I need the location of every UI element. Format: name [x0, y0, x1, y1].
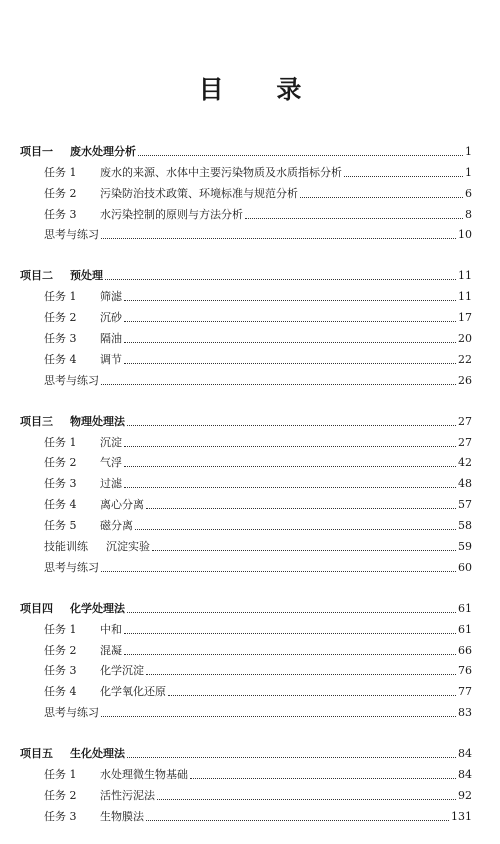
task-number: 任务 4 [44, 352, 77, 366]
page-number: 61 [458, 622, 472, 636]
task-number: 任务 2 [44, 643, 77, 657]
task-title: 化学氧化还原 [100, 685, 166, 699]
dot-leader [124, 465, 456, 467]
dot-leader [101, 383, 456, 385]
dot-leader [127, 611, 456, 613]
task-title: 离心分离 [100, 498, 144, 512]
dot-leader [124, 362, 456, 364]
dot-leader [101, 715, 456, 717]
task-number: 技能训练 [44, 540, 88, 554]
task-number: 任务 1 [44, 768, 77, 782]
dot-leader [152, 549, 456, 551]
task-title: 污染防治技术政策、环境标准与规范分析 [100, 186, 298, 200]
toc-exercise-entry[interactable] [20, 222, 472, 243]
task-number: 任务 3 [44, 332, 77, 346]
dot-leader [135, 528, 456, 530]
task-number: 任务 1 [44, 622, 77, 636]
dot-leader [101, 570, 456, 572]
task-title: 沉淀 [100, 435, 122, 449]
toc-chapter-entry[interactable] [20, 262, 472, 283]
toc-task-entry[interactable] [20, 159, 472, 180]
task-number: 任务 3 [44, 477, 77, 491]
toc-task-entry[interactable] [20, 761, 472, 782]
toc-exercise-entry[interactable] [20, 367, 472, 388]
dot-leader [300, 196, 463, 198]
task-number: 任务 1 [44, 435, 77, 449]
task-title: 磁分离 [100, 519, 133, 533]
task-title: 沉砂 [100, 311, 122, 325]
toc-task-entry[interactable] [20, 658, 472, 679]
dot-leader [124, 653, 456, 655]
chapter-number: 项目二 [20, 269, 53, 283]
toc-section [20, 408, 472, 575]
page-number: 22 [458, 352, 472, 366]
page-number: 59 [458, 540, 472, 554]
dot-leader [127, 756, 456, 758]
page-number: 20 [458, 332, 472, 346]
dot-leader [124, 320, 456, 322]
page-number: 131 [451, 809, 472, 823]
chapter-title: 生化处理法 [70, 747, 125, 761]
page-number: 84 [458, 768, 472, 782]
task-number: 任务 1 [44, 290, 77, 304]
dot-leader [138, 154, 463, 156]
toc-task-entry[interactable] [20, 803, 472, 824]
dot-leader [245, 217, 463, 219]
page-number: 26 [458, 373, 472, 387]
page-number: 76 [458, 664, 472, 678]
chapter-number: 项目一 [20, 144, 53, 158]
dot-leader [124, 299, 456, 301]
toc-task-entry[interactable] [20, 533, 472, 554]
task-number: 任务 3 [44, 664, 77, 678]
toc-task-entry[interactable] [20, 325, 472, 346]
chapter-number: 项目五 [20, 747, 53, 761]
page-number: 83 [458, 706, 472, 720]
chapter-title: 化学处理法 [70, 601, 125, 615]
toc-task-entry[interactable] [20, 616, 472, 637]
dot-leader [344, 175, 463, 177]
dot-leader [168, 694, 456, 696]
toc-section [20, 138, 472, 242]
task-title: 沉淀实验 [106, 540, 150, 554]
page-number: 42 [458, 456, 472, 470]
page-number: 77 [458, 685, 472, 699]
task-number: 任务 2 [44, 788, 77, 802]
page-number: 11 [458, 269, 472, 283]
task-title: 生物膜法 [100, 809, 144, 823]
chapter-number: 项目三 [20, 414, 53, 428]
toc-task-entry[interactable] [20, 346, 472, 367]
page-number: 1 [465, 165, 472, 179]
task-number: 任务 5 [44, 519, 77, 533]
toc-task-entry[interactable] [20, 470, 472, 491]
page-number: 58 [458, 519, 472, 533]
task-number: 任务 2 [44, 186, 77, 200]
table-of-contents [20, 138, 472, 844]
task-title: 思考与练习 [44, 228, 99, 242]
task-title: 思考与练习 [44, 560, 99, 574]
chapter-title: 物理处理法 [70, 414, 125, 428]
toc-chapter-entry[interactable] [20, 595, 472, 616]
dot-leader [101, 237, 456, 239]
page-number: 10 [458, 228, 472, 242]
toc-task-entry[interactable] [20, 283, 472, 304]
task-number: 任务 4 [44, 685, 77, 699]
task-title: 水污染控制的原则与方法分析 [100, 207, 243, 221]
page-number: 27 [458, 435, 472, 449]
page-number: 57 [458, 498, 472, 512]
toc-task-entry[interactable] [20, 512, 472, 533]
page-number: 60 [458, 560, 472, 574]
toc-task-entry[interactable] [20, 304, 472, 325]
task-number: 任务 1 [44, 165, 77, 179]
task-title: 化学沉淀 [100, 664, 144, 678]
dot-leader [157, 798, 456, 800]
page-number: 11 [458, 290, 472, 304]
task-title: 水处理微生物基础 [100, 768, 188, 782]
toc-exercise-entry[interactable] [20, 554, 472, 575]
page-number: 27 [458, 414, 472, 428]
page-number: 8 [465, 207, 472, 221]
dot-leader [124, 632, 456, 634]
dot-leader [146, 673, 456, 675]
toc-section [20, 740, 472, 824]
dot-leader [105, 278, 456, 280]
page-number: 6 [465, 186, 472, 200]
task-title: 过滤 [100, 477, 122, 491]
dot-leader [146, 507, 456, 509]
task-number: 任务 2 [44, 311, 77, 325]
task-number: 任务 3 [44, 207, 77, 221]
page-number: 17 [458, 311, 472, 325]
page-number: 48 [458, 477, 472, 491]
toc-task-entry[interactable] [20, 491, 472, 512]
task-title: 隔油 [100, 332, 122, 346]
toc-task-entry[interactable] [20, 429, 472, 450]
task-title: 筛滤 [100, 290, 122, 304]
toc-exercise-entry[interactable] [20, 699, 472, 720]
dot-leader [190, 777, 456, 779]
toc-section [20, 262, 472, 387]
toc-task-entry[interactable] [20, 678, 472, 699]
chapter-number: 项目四 [20, 601, 53, 615]
page-number: 66 [458, 643, 472, 657]
toc-chapter-entry[interactable] [20, 740, 472, 761]
dot-leader [124, 341, 456, 343]
toc-task-entry[interactable] [20, 201, 472, 222]
task-number: 任务 4 [44, 498, 77, 512]
chapter-title: 废水处理分析 [70, 144, 136, 158]
dot-leader [124, 445, 456, 447]
task-title: 中和 [100, 622, 122, 636]
toc-task-entry[interactable] [20, 450, 472, 471]
toc-task-entry[interactable] [20, 782, 472, 803]
task-title: 混凝 [100, 643, 122, 657]
chapter-title: 预处理 [70, 269, 103, 283]
page-number: 1 [465, 144, 472, 158]
page-title: 目 录 [198, 75, 324, 104]
toc-chapter-entry[interactable] [20, 408, 472, 429]
dot-leader [146, 819, 449, 821]
page-number: 84 [458, 747, 472, 761]
dot-leader [124, 486, 456, 488]
task-title: 活性污泥法 [100, 788, 155, 802]
toc-section [20, 595, 472, 720]
task-title: 思考与练习 [44, 706, 99, 720]
task-title: 调节 [100, 352, 122, 366]
page-number: 92 [458, 788, 472, 802]
toc-task-entry[interactable] [20, 637, 472, 658]
task-number: 任务 2 [44, 456, 77, 470]
task-title: 气浮 [100, 456, 122, 470]
dot-leader [127, 424, 456, 426]
task-title: 思考与练习 [44, 373, 99, 387]
task-number: 任务 3 [44, 809, 77, 823]
page-number: 61 [458, 601, 472, 615]
task-title: 废水的来源、水体中主要污染物质及水质指标分析 [100, 165, 342, 179]
toc-task-entry[interactable] [20, 180, 472, 201]
toc-chapter-entry[interactable] [20, 138, 472, 159]
